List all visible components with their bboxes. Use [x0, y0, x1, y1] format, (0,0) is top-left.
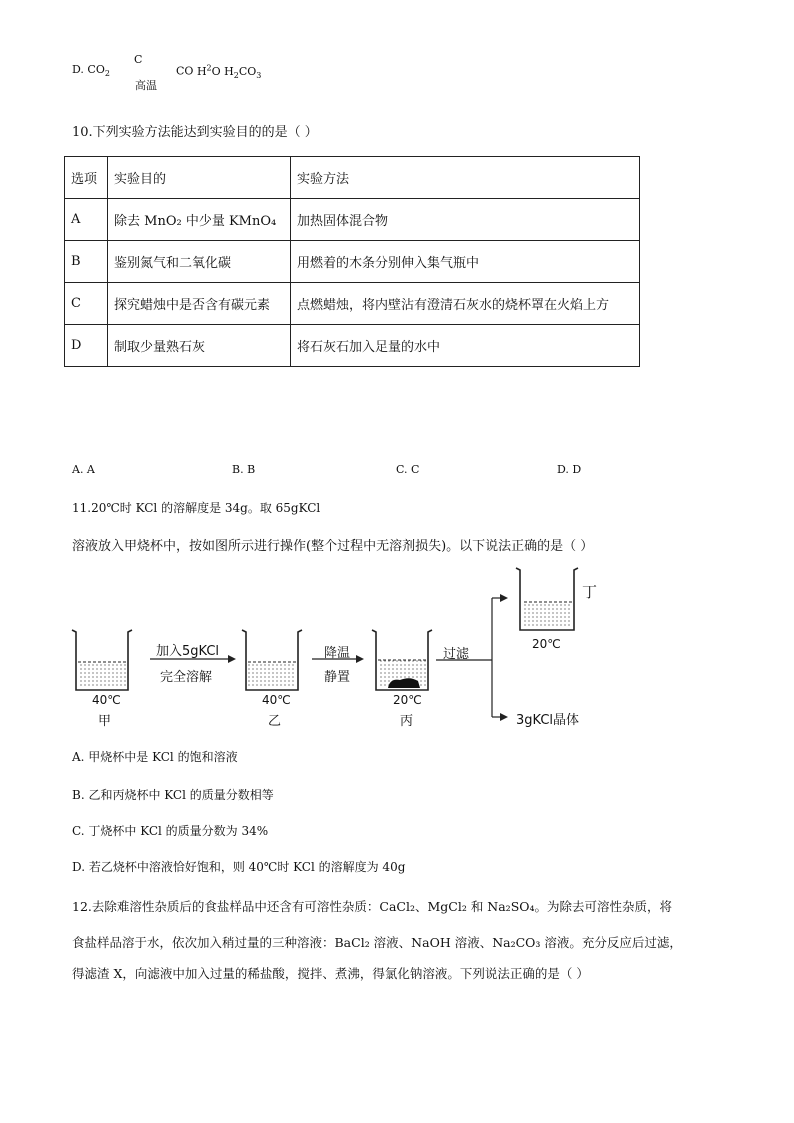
q11-choice-a[interactable]: A. 甲烧杯中是 KCl 的饱和溶液: [72, 750, 238, 764]
header-goal: 实验目的: [108, 157, 291, 199]
header-option: 选项: [65, 157, 108, 199]
row-goal: 探究蜡烛中是否含有碳元素: [108, 283, 291, 325]
q11-stem-line2: 溶液放入甲烧杯中，按如图所示进行操作(整个过程中无溶剂损失)。以下说法正确的是（ ）: [72, 539, 594, 554]
q9-option-d: [72, 63, 110, 78]
table-row: [65, 325, 640, 367]
beaker-yi-name: 乙: [268, 714, 282, 729]
q10-choice-c[interactable]: C. C: [396, 463, 420, 476]
q9-d-label: D. CO: [72, 63, 105, 76]
beaker-yi: [242, 630, 302, 690]
row-method: 点燃蜡烛，将内壁沾有澄清石灰水的烧杯罩在火焰上方: [291, 283, 640, 325]
table-row: [65, 241, 640, 283]
q10-table: [64, 156, 640, 367]
row-method: 将石灰石加入足量的水中: [291, 325, 640, 367]
row-option: D: [65, 325, 108, 367]
row-method: 加热固体混合物: [291, 199, 640, 241]
step3-label: 过滤: [443, 647, 470, 662]
beaker-jia-temp: 40℃: [92, 693, 121, 707]
table-header-row: [65, 157, 640, 199]
q10-choice-a[interactable]: A. A: [72, 463, 95, 476]
q9-h2co3: [224, 65, 261, 78]
beaker-ding: [516, 568, 578, 630]
row-goal: 制取少量熟石灰: [108, 325, 291, 367]
q9-co: CO: [176, 64, 194, 78]
q9-h2o-sub: 2: [206, 63, 212, 72]
beaker-jia: [72, 630, 132, 690]
beaker-yi-temp: 40℃: [262, 693, 291, 707]
row-goal: 鉴别氮气和二氧化碳: [108, 241, 291, 283]
q12-line2: 食盐样品溶于水，依次加入稍过量的三种溶液：BaCl₂ 溶液、NaOH 溶液、Na₂CO₃ 溶液。充分反应后过滤，: [72, 935, 682, 950]
row-option: B: [65, 241, 108, 283]
beaker-jia-name: 甲: [98, 714, 112, 729]
q11-stem-line1: 11.20℃时 KCl 的溶解度是 34g。取 65gKCl: [72, 501, 321, 515]
step1-top-label: 加入5gKCl: [156, 644, 220, 659]
row-goal: 除去 MnO₂ 中少量 KMnO₄: [108, 199, 291, 241]
row-method: 用燃着的木条分别伸入集气瓶中: [291, 241, 640, 283]
q10-stem: 10.下列实验方法能达到实验目的的是（ ）: [72, 125, 318, 140]
q11-choice-c[interactable]: C. 丁烧杯中 KCl 的质量分数为 34%: [72, 824, 269, 838]
q9-products: [176, 63, 261, 80]
crystal-label: 3gKCl晶体: [516, 713, 580, 728]
step2-bottom-label: 静置: [324, 670, 351, 685]
q11-choice-d[interactable]: D. 若乙烧杯中溶液恰好饱和，则 40℃时 KCl 的溶解度为 40g: [72, 860, 406, 874]
table-row: [65, 283, 640, 325]
q9-h2co3-sub2: 3: [256, 70, 262, 80]
q9-h2co3-co: CO: [238, 64, 257, 78]
q9-h2o: [197, 65, 221, 78]
q9-reagent-bottom: 高温: [135, 79, 157, 92]
beaker-ding-name: 丁: [582, 583, 598, 601]
beaker-bing-name: 丙: [400, 714, 414, 729]
q9-reagent-top: C: [134, 53, 143, 66]
q12-line1: 12.去除难溶性杂质后的食盐样品中还含有可溶性杂质：CaCl₂、MgCl₂ 和 Na₂SO₄。为除去可溶性杂质，将: [72, 899, 673, 914]
q12-line3: 得滤渣 X，向滤液中加入过量的稀盐酸，搅拌、煮沸，得氯化钠溶液。下列说法正确的是（ ）: [72, 966, 589, 981]
row-option: A: [65, 199, 108, 241]
beaker-ding-temp: 20℃: [532, 637, 561, 651]
q9-h2co3-h: H: [224, 64, 234, 78]
header-method: 实验方法: [291, 157, 640, 199]
q9-h2o-o: O: [211, 64, 221, 78]
q9-d-sub: 2: [104, 69, 110, 79]
q10-choice-d[interactable]: D. D: [557, 463, 582, 476]
q9-h2co3-sub1: 2: [233, 70, 239, 80]
table-row: [65, 199, 640, 241]
beaker-bing: [372, 630, 432, 690]
q9-h2o-h: H: [196, 64, 207, 78]
step1-bottom-label: 完全溶解: [160, 670, 213, 685]
step2-top-label: 降温: [324, 646, 351, 661]
beaker-bing-temp: 20℃: [393, 693, 422, 707]
q11-choice-b[interactable]: B. 乙和丙烧杯中 KCl 的质量分数相等: [72, 788, 274, 802]
row-option: C: [65, 283, 108, 325]
q10-choice-b[interactable]: B. B: [232, 463, 256, 476]
